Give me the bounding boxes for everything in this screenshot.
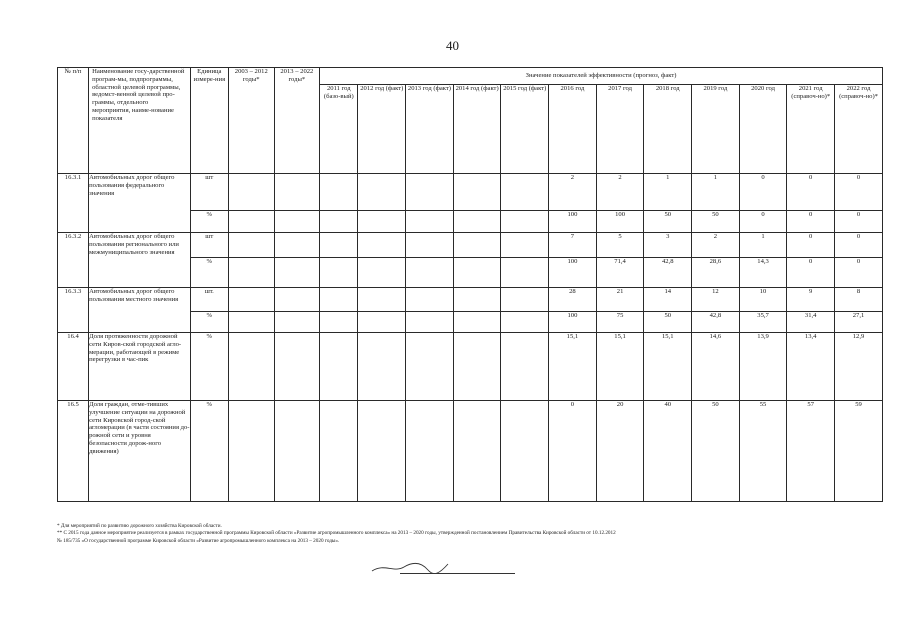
footnote: * Для мероприятий по развитию дорожного хозяйства Кировской области.	[57, 523, 222, 529]
table-row	[58, 333, 883, 401]
header-col-unit: Единица измере-ния	[190, 68, 228, 174]
table-row	[58, 401, 883, 502]
row-unit: шт	[190, 233, 228, 258]
cell-value: 3	[644, 233, 692, 258]
cell-value: 100	[549, 258, 597, 288]
cell-value	[406, 174, 454, 211]
header-year-2011: 2011 год (базо-вый)	[320, 85, 358, 174]
cell-empty	[274, 258, 320, 288]
cell-value: 0	[787, 233, 835, 258]
cell-value: 59	[835, 401, 883, 502]
cell-value: 0	[739, 211, 787, 233]
cell-value: 50	[644, 312, 692, 333]
cell-value	[320, 211, 358, 233]
cell-value	[406, 288, 454, 312]
cell-value: 0	[787, 258, 835, 288]
cell-value: 12,9	[835, 333, 883, 401]
cell-value	[320, 174, 358, 211]
footnote: ** С 2015 года данное мероприятие реализуется в рамках государственной программы Кировской области «Развитие агропромышленного комплекса» на 2013 – 2020 годы, утвержденной постановлением Правительства Кировской области от 10.12.2012	[57, 530, 616, 537]
cell-value: 1	[739, 233, 787, 258]
cell-empty	[228, 401, 274, 502]
cell-value	[358, 333, 406, 401]
cell-value	[501, 233, 549, 258]
cell-value: 100	[596, 211, 644, 233]
cell-value: 1	[692, 174, 740, 211]
cell-value: 14,6	[692, 333, 740, 401]
header-year-2015: 2015 год (факт)	[501, 85, 549, 174]
cell-value: 28	[549, 288, 597, 312]
cell-value: 0	[835, 211, 883, 233]
header-year-2021: 2021 год (справоч-но)*	[787, 85, 835, 174]
cell-value	[358, 211, 406, 233]
header-year-2014: 2014 год (факт)	[453, 85, 501, 174]
cell-value	[358, 401, 406, 502]
cell-empty	[228, 174, 274, 211]
row-number: 16.4	[58, 333, 89, 401]
cell-value	[453, 312, 501, 333]
page-number: 40	[446, 38, 459, 53]
row-unit: %	[190, 258, 228, 288]
header-year-2012: 2012 год (факт)	[358, 85, 406, 174]
cell-empty	[274, 312, 320, 333]
cell-value: 14	[644, 288, 692, 312]
header-year-2018: 2018 год	[644, 85, 692, 174]
cell-value	[320, 233, 358, 258]
cell-value	[320, 401, 358, 502]
cell-value	[501, 312, 549, 333]
cell-empty	[274, 233, 320, 258]
header-year-2019: 2019 год	[692, 85, 740, 174]
cell-value	[320, 288, 358, 312]
row-number: 16.3.1	[58, 174, 89, 233]
cell-value: 55	[739, 401, 787, 502]
cell-value: 31,4	[787, 312, 835, 333]
cell-value: 100	[549, 211, 597, 233]
row-name: Автомобильных дорог общего пользования местного значения	[89, 288, 191, 333]
row-name: Доля граждан, отме-тивших улучшение ситуации на дорожной сети Кировской город-ской агломерации (в части состояния до-рожной сети и уровня безопасности дорож-ного движения)	[89, 401, 191, 502]
cell-value	[501, 333, 549, 401]
cell-value: 20	[596, 401, 644, 502]
header-year-2020: 2020 год	[739, 85, 787, 174]
cell-value	[320, 312, 358, 333]
cell-empty	[228, 288, 274, 312]
indicators-table	[57, 67, 883, 502]
cell-value: 40	[644, 401, 692, 502]
cell-value	[358, 288, 406, 312]
cell-value	[406, 258, 454, 288]
cell-value	[501, 288, 549, 312]
cell-value: 13,9	[739, 333, 787, 401]
row-unit: шт.	[190, 288, 228, 312]
cell-value: 50	[644, 211, 692, 233]
cell-value	[320, 333, 358, 401]
cell-value	[453, 401, 501, 502]
cell-value	[501, 401, 549, 502]
cell-value	[358, 258, 406, 288]
cell-empty	[274, 174, 320, 211]
cell-value	[501, 174, 549, 211]
row-name: Автомобильных дорог общего пользования федерального значения	[89, 174, 191, 233]
cell-value: 7	[549, 233, 597, 258]
cell-value	[453, 288, 501, 312]
cell-value	[406, 211, 454, 233]
cell-value	[406, 401, 454, 502]
header-year-2022: 2022 год (справоч-но)*	[835, 85, 883, 174]
cell-value: 100	[549, 312, 597, 333]
row-unit: %	[190, 211, 228, 233]
cell-value: 10	[739, 288, 787, 312]
cell-value: 5	[596, 233, 644, 258]
cell-value: 9	[787, 288, 835, 312]
cell-value: 1	[644, 174, 692, 211]
row-unit: %	[190, 333, 228, 401]
row-number: 16.3.3	[58, 288, 89, 333]
cell-value	[406, 333, 454, 401]
table-row	[58, 288, 883, 312]
header-indicator-values: Значение показателей эффективности (прогноз, факт)	[320, 68, 883, 85]
header-year-2017: 2017 год	[596, 85, 644, 174]
header-col-2003-2012: 2003 – 2012 годы*	[228, 68, 274, 174]
cell-value: 0	[835, 258, 883, 288]
cell-value: 27,1	[835, 312, 883, 333]
cell-value	[320, 258, 358, 288]
header-year-2013: 2013 год (факт)	[406, 85, 454, 174]
cell-value: 15,1	[549, 333, 597, 401]
row-unit: %	[190, 401, 228, 502]
cell-value	[453, 174, 501, 211]
cell-value: 21	[596, 288, 644, 312]
cell-empty	[274, 288, 320, 312]
cell-value: 0	[835, 174, 883, 211]
row-unit: %	[190, 312, 228, 333]
cell-value: 28,6	[692, 258, 740, 288]
cell-empty	[228, 333, 274, 401]
cell-value	[453, 333, 501, 401]
cell-value: 42,8	[692, 312, 740, 333]
cell-value: 0	[549, 401, 597, 502]
cell-value: 0	[739, 174, 787, 211]
table-row	[58, 174, 883, 211]
cell-value: 50	[692, 401, 740, 502]
footnotes	[57, 523, 887, 545]
cell-value: 14,3	[739, 258, 787, 288]
cell-value: 50	[692, 211, 740, 233]
header-col-2013-2022: 2013 – 2022 годы*	[274, 68, 320, 174]
cell-value: 0	[787, 211, 835, 233]
cell-value: 8	[835, 288, 883, 312]
row-name: Автомобильных дорог общего пользования регионального или межмуниципального значения	[89, 233, 191, 288]
cell-value	[501, 258, 549, 288]
header-col-num: № п/п	[58, 68, 89, 174]
cell-value	[453, 258, 501, 288]
cell-value	[406, 312, 454, 333]
header-year-2016: 2016 год	[549, 85, 597, 174]
cell-value: 57	[787, 401, 835, 502]
cell-value	[453, 211, 501, 233]
cell-value: 15,1	[596, 333, 644, 401]
cell-empty	[274, 401, 320, 502]
cell-empty	[228, 233, 274, 258]
row-unit: шт	[190, 174, 228, 211]
row-number: 16.5	[58, 401, 89, 502]
cell-value: 75	[596, 312, 644, 333]
cell-value	[501, 211, 549, 233]
footnote: № 185/735 «О государственной программе Кировской области «Развитие агропромышленного комплекса на 2013 – 2020 годы».	[57, 537, 340, 544]
cell-value: 13,4	[787, 333, 835, 401]
cell-empty	[228, 211, 274, 233]
cell-empty	[228, 258, 274, 288]
cell-value	[358, 312, 406, 333]
cell-value: 42,8	[644, 258, 692, 288]
cell-value: 0	[787, 174, 835, 211]
cell-value: 15,1	[644, 333, 692, 401]
cell-value: 0	[835, 233, 883, 258]
cell-empty	[228, 312, 274, 333]
row-name: Доля протяженности дорожной сети Киров-ской городской агло-мерации, работающей в режиме перегрузки в час-пик	[89, 333, 191, 401]
cell-empty	[274, 211, 320, 233]
cell-value: 71,4	[596, 258, 644, 288]
row-number: 16.3.2	[58, 233, 89, 288]
cell-value: 2	[549, 174, 597, 211]
divider-line	[400, 573, 515, 574]
cell-value	[358, 233, 406, 258]
header-col-name: Наименование госу-дарственной програм-мы, подпрограммы, областной целевой программы, ведомст-венной целевой про-граммы, отдельного мероприятия, наиме-нование показателя	[89, 68, 191, 174]
table-row	[58, 233, 883, 258]
cell-value	[453, 233, 501, 258]
cell-value: 2	[692, 233, 740, 258]
cell-value	[406, 233, 454, 258]
cell-value: 35,7	[739, 312, 787, 333]
cell-empty	[274, 333, 320, 401]
cell-value: 12	[692, 288, 740, 312]
cell-value: 2	[596, 174, 644, 211]
cell-value	[358, 174, 406, 211]
